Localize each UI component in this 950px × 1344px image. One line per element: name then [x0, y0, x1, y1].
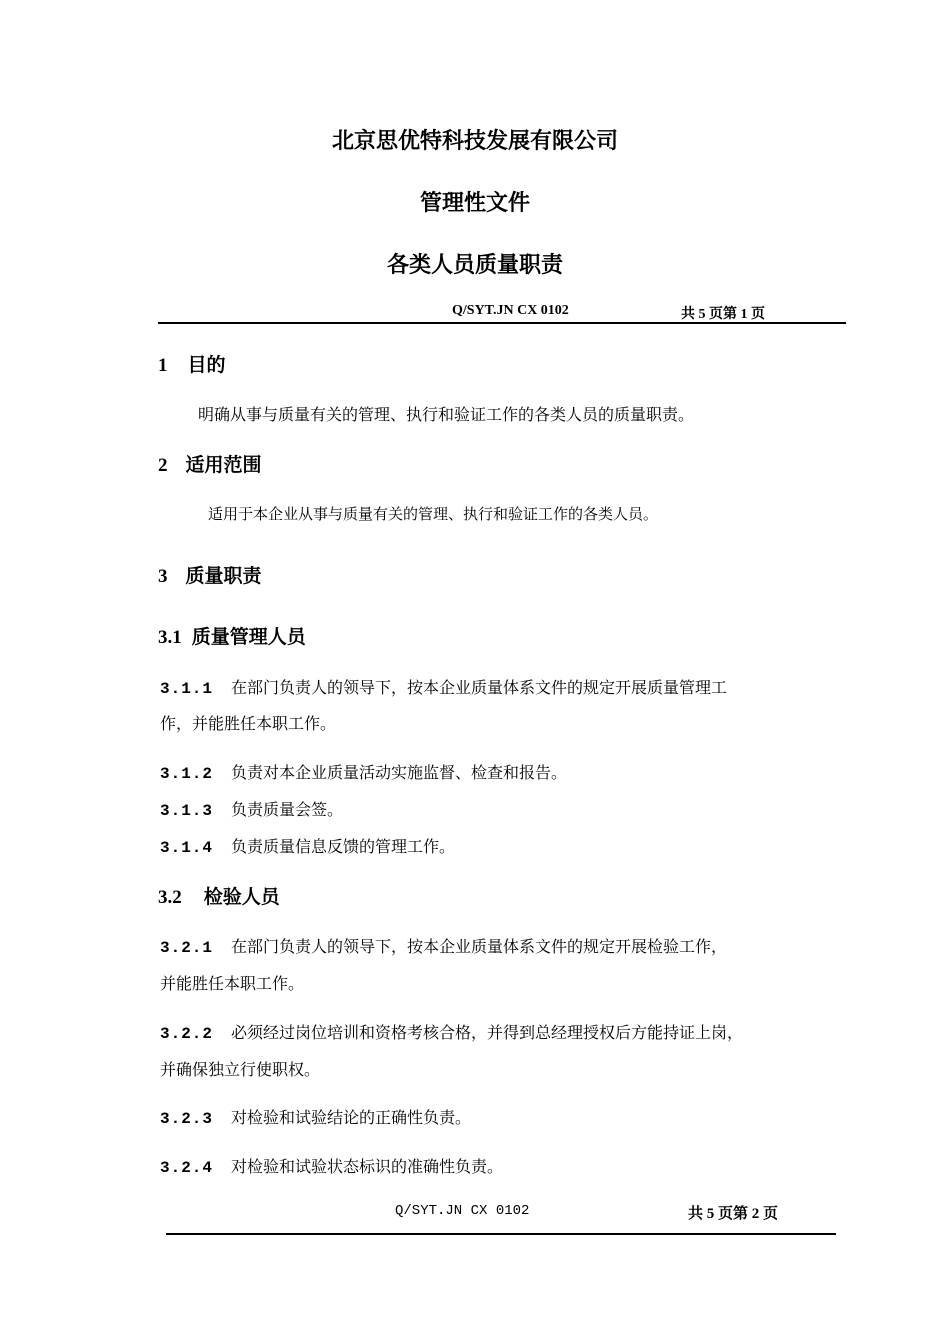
- clause-number: 3.2.3: [160, 1110, 214, 1128]
- clause-3-2-1: [160, 934, 727, 957]
- section-2-number: 2: [158, 455, 168, 476]
- document-title: 各类人员质量职责: [386, 253, 563, 278]
- section-3-2-title: 检验人员: [203, 886, 280, 908]
- section-3-2-number: 3.2: [158, 887, 182, 908]
- clause-number: 3.2.1: [160, 939, 214, 957]
- company-name: 北京思优特科技发展有限公司: [331, 129, 618, 154]
- clause-3-1-3: [160, 797, 343, 820]
- section-3-number: 3: [158, 566, 168, 587]
- section-1-number: 1: [158, 355, 168, 376]
- section-1-text: 明确从事与质量有关的管理、执行和验证工作的各类人员的质量职责。: [198, 405, 695, 424]
- clause-3-1-1: [160, 675, 727, 698]
- clause-3-2-4: [160, 1154, 503, 1177]
- clause-number: 3.2.4: [160, 1159, 214, 1177]
- section-3-1-heading: [158, 622, 306, 649]
- clause-text: 负责对本企业质量活动实施监督、检查和报告。: [231, 763, 568, 782]
- page2-header-rule: [166, 1233, 836, 1235]
- section-3-heading: [158, 561, 262, 588]
- page2-doc-code: Q/SYT.JN CX 0102: [395, 1203, 530, 1219]
- clause-text: 在部门负责人的领导下，按本企业质量体系文件的规定开展质量管理工: [231, 678, 728, 697]
- section-2-title: 适用范围: [185, 454, 262, 476]
- clause-3-1-4: [160, 834, 455, 857]
- section-3-1-number: 3.1: [158, 627, 182, 648]
- section-3-title: 质量职责: [185, 565, 262, 587]
- document-type: 管理性文件: [419, 191, 530, 216]
- section-2-text: 适用于本企业从事与质量有关的管理、执行和验证工作的各类人员。: [208, 505, 659, 523]
- header-rule: [158, 322, 846, 324]
- clause-text: 对检验和试验状态标识的准确性负责。: [231, 1157, 504, 1176]
- clause-number: 3.1.4: [160, 839, 214, 857]
- clause-number: 3.1.3: [160, 802, 214, 820]
- header-doc-code: Q/SYT.JN CX 0102: [452, 303, 569, 318]
- section-1-heading: [158, 350, 226, 377]
- clause-text: 在部门负责人的领导下，按本企业质量体系文件的规定开展检验工作，: [231, 937, 728, 956]
- clause-text: 对检验和试验结论的正确性负责。: [231, 1108, 472, 1127]
- clause-3-2-2-continued: 并确保独立行使职权。: [160, 1060, 321, 1079]
- clause-3-2-1-continued: 并能胜任本职工作。: [160, 974, 305, 993]
- clause-3-1-1-continued: 作，并能胜任本职工作。: [160, 714, 337, 733]
- section-3-1-title: 质量管理人员: [191, 626, 306, 648]
- section-2-heading: [158, 450, 262, 477]
- clause-3-2-3: [160, 1105, 471, 1128]
- header-page-info: 共 5 页第 1 页: [681, 307, 765, 322]
- clause-text: 负责质量会签。: [231, 800, 344, 819]
- clause-text: 必须经过岗位培训和资格考核合格，并得到总经理授权后方能持证上岗，: [231, 1023, 744, 1042]
- clause-text: 负责质量信息反馈的管理工作。: [231, 837, 456, 856]
- clause-number: 3.1.1: [160, 680, 214, 698]
- clause-3-2-2: [160, 1020, 743, 1043]
- clause-number: 3.1.2: [160, 765, 214, 783]
- clause-3-1-2: [160, 760, 567, 783]
- clause-number: 3.2.2: [160, 1025, 214, 1043]
- page2-page-info: 共 5 页第 2 页: [688, 1206, 779, 1222]
- section-3-2-heading: [158, 882, 280, 909]
- section-1-title: 目的: [187, 354, 226, 376]
